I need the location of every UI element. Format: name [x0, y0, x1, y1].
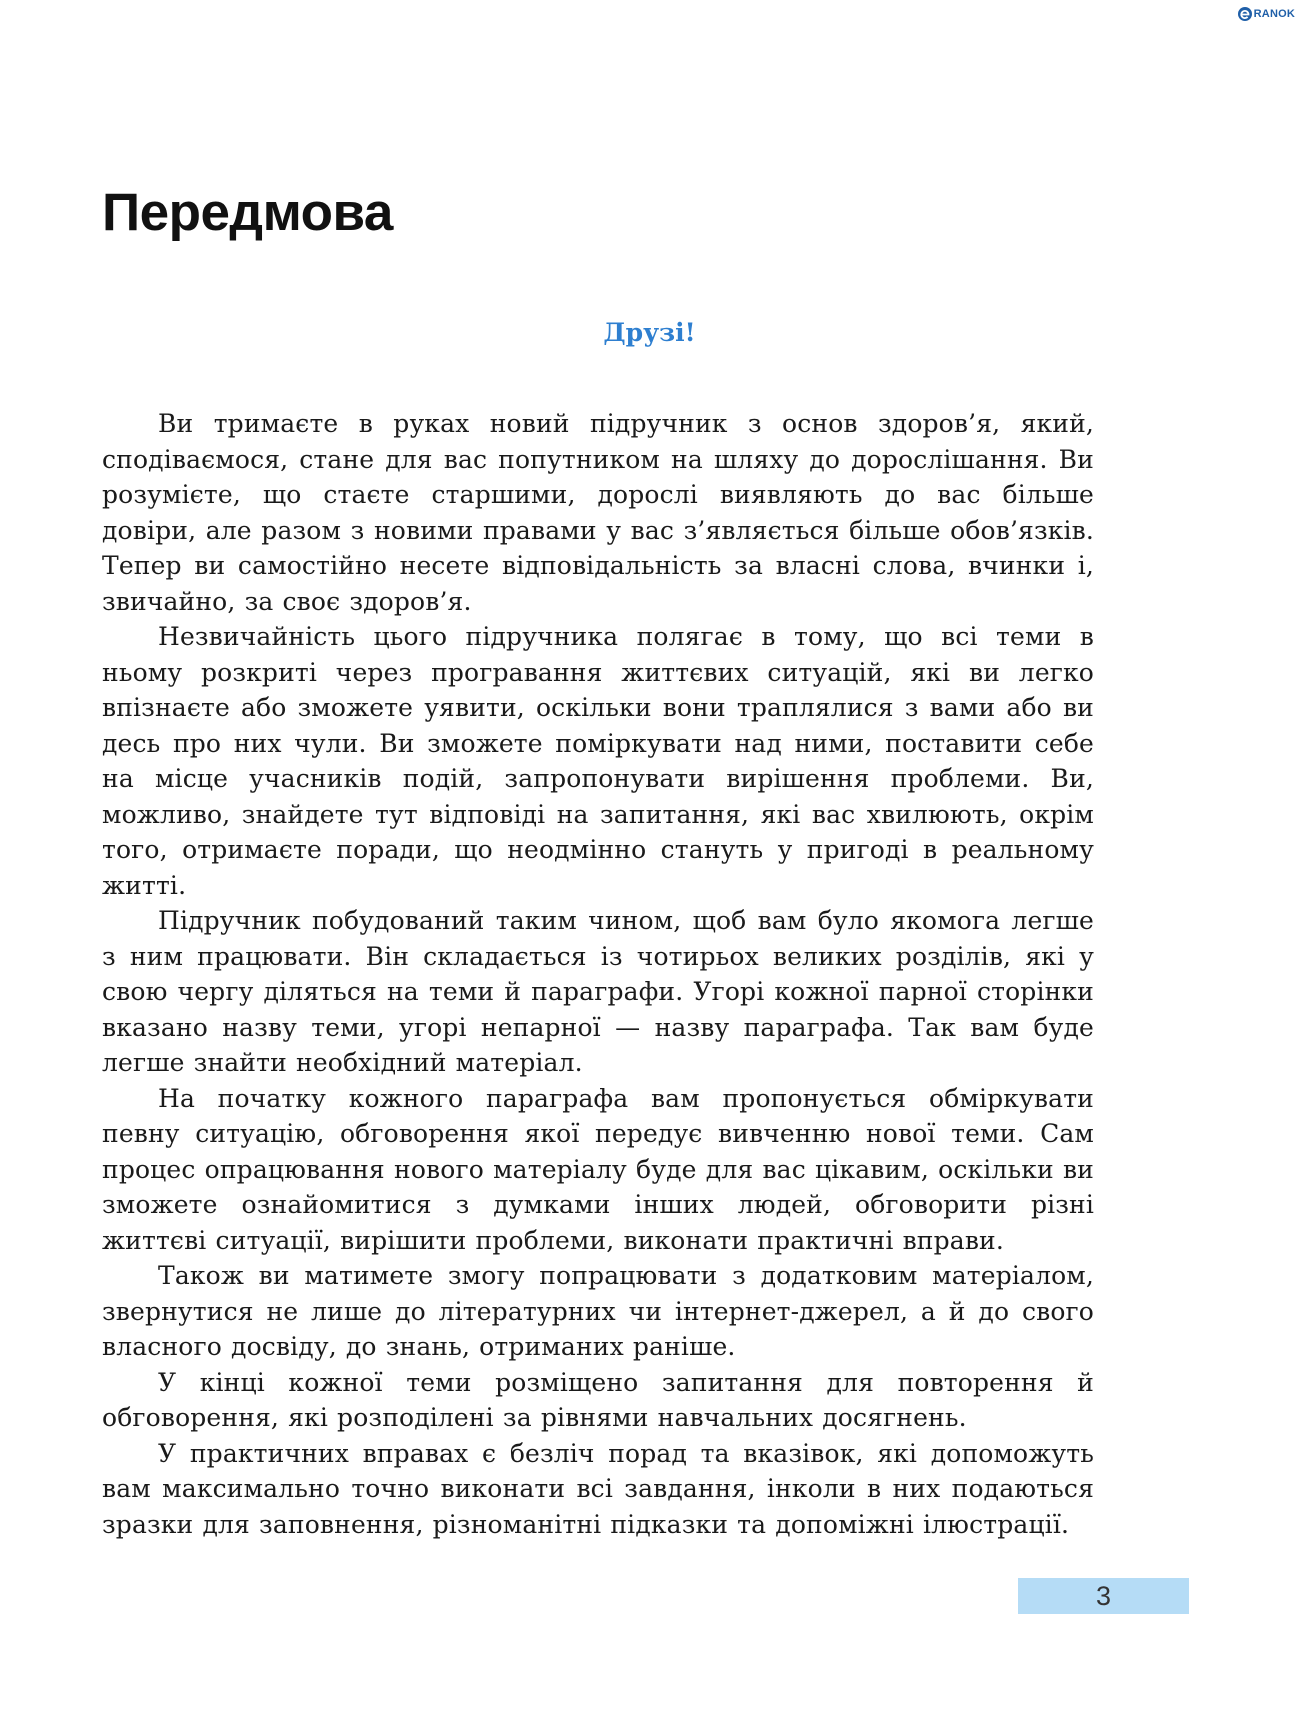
paragraph: Ви тримаєте в руках новий підручник з основ здоров’я, який, сподіваємося, стане для вас попутником на шляху до дорослішання. Ви розумієте, що стаєте старшими, дорослі виявляють до вас більше довіри, але разом з новими правами у вас з’являється більше обов’язків. Тепер ви самостійно несете відповідальність за власні слова, вчинки і, звичайно, за своє здоров’я. — [102, 409, 1094, 616]
paragraph: Підручник побудований таким чином, щоб вам було якомога легше з ним працювати. Він складається із чотирьох великих розділів, які у свою чергу діляться на теми й параграфи. Угорі кожної парної сторінки вказано назву теми, угорі непарної — назву параграфа. Так вам буде легше знайти необхідний матеріал. — [102, 906, 1094, 1077]
publisher-logo — [1237, 6, 1295, 22]
paragraph: Також ви матимете змогу попрацювати з додатковим матеріалом, звернутися не лише до літературних чи інтернет-джерел, а й до свого власного досвіду, до знань, отриманих раніше. — [102, 1261, 1094, 1361]
logo-text: RANOK — [1253, 8, 1295, 20]
paragraph: Незвичайність цього підручника полягає в тому, що всі теми в ньому розкриті через програвання життєвих ситуацій, які ви легко впізнаєте або зможете уявити, оскільки вони траплялися з вами або ви десь про них чули. Ви зможете поміркувати над ними, поставити себе на місце учасників подій, запропонувати вирішення проблеми. Ви, можливо, знайдете тут відповіді на запитання, які вас хвилюють, окрім того, отримаєте поради, що неодмінно стануть у пригоді в реальному житті. — [102, 622, 1094, 900]
paragraph: У кінці кожної теми розміщено запитання для повторення й обговорення, які розподілені за рівнями навчальних досягнень. — [102, 1367, 1094, 1432]
e-letter-icon — [1237, 6, 1253, 22]
body-text — [102, 406, 1094, 1542]
greeting-heading: Друзі! — [603, 318, 696, 347]
page-title: Передмова — [102, 183, 393, 242]
page-number: 3 — [1018, 1578, 1189, 1614]
paragraph: На початку кожного параграфа вам пропонується обміркувати певну ситуацію, обговорення якої передує вивченню нової теми. Сам процес опрацювання нового матеріалу буде для вас цікавим, оскільки ви зможете ознайомитися з думками інших людей, обговорити різні життєві ситуації, вирішити проблеми, виконати практичні вправи. — [102, 1083, 1094, 1255]
paragraph: У практичних вправах є безліч порад та вказівок, які допоможуть вам максимально точно виконати всі завдання, інколи в них подаються зразки для заповнення, різноманітні підказки та допоміжні ілюстрації. — [102, 1438, 1094, 1539]
